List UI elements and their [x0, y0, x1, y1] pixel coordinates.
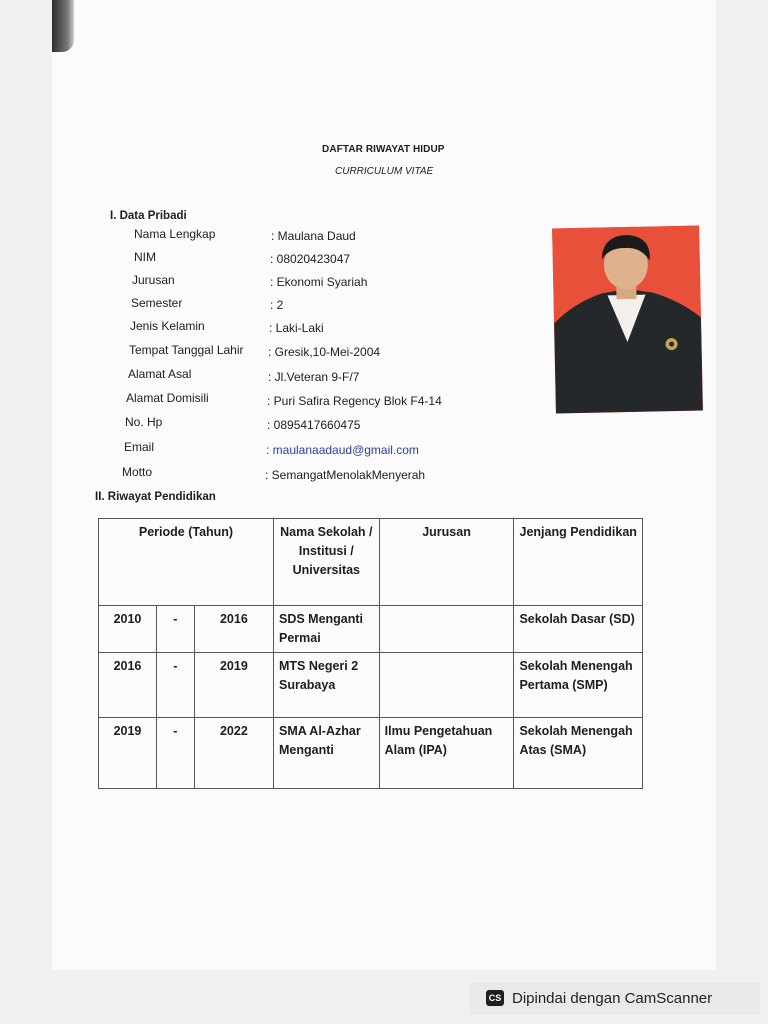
- value-gender: : Laki-Laki: [269, 321, 324, 335]
- label-origin-address: Alamat Asal: [128, 367, 192, 381]
- row-major: Ilmu Pengetahuan Alam (IPA): [379, 718, 514, 789]
- value-major: : Ekonomi Syariah: [270, 275, 368, 289]
- value-motto: : SemangatMenolakMenyerah: [265, 468, 426, 482]
- row-school: SDS Menganti Permai: [273, 606, 379, 653]
- label-motto: Motto: [122, 465, 153, 479]
- table-row: [99, 653, 643, 718]
- header-period: Periode (Tahun): [99, 519, 274, 606]
- row-level: Sekolah Menengah Pertama (SMP): [514, 653, 643, 718]
- value-birth-place-date: : Gresik,10-Mei-2004: [268, 345, 381, 359]
- value-domicile-address: : Puri Safira Regency Blok F4-14: [267, 394, 442, 408]
- row-start-year: 2016: [99, 653, 157, 718]
- table-row: [99, 718, 643, 789]
- row-major: [379, 606, 514, 653]
- label-semester: Semester: [131, 296, 183, 310]
- section-education-heading: II. Riwayat Pendidikan: [95, 491, 216, 503]
- label-domicile-address: Alamat Domisili: [126, 391, 209, 405]
- label-birth-place-date: Tempat Tanggal Lahir: [129, 343, 244, 357]
- profile-photo: [552, 225, 703, 413]
- row-end-year: 2022: [194, 718, 273, 789]
- value-nim: : 08020423047: [270, 252, 351, 266]
- row-major: [379, 653, 514, 718]
- label-nim: NIM: [134, 250, 156, 264]
- header-level: Jenjang Pendidikan: [514, 519, 643, 606]
- document-title: DAFTAR RIWAYAT HIDUP: [322, 144, 445, 155]
- section-personal-data-heading: I. Data Pribadi: [110, 210, 187, 222]
- row-dash: -: [156, 606, 194, 653]
- value-phone: : 0895417660475: [267, 418, 361, 432]
- value-full-name: : Maulana Daud: [271, 229, 356, 243]
- label-major: Jurusan: [132, 273, 175, 287]
- row-start-year: 2019: [99, 718, 157, 789]
- row-level: Sekolah Dasar (SD): [514, 606, 643, 653]
- value-origin-address: : Jl.Veteran 9-F/7: [268, 370, 360, 384]
- document-subtitle: CURRICULUM VITAE: [335, 166, 434, 177]
- row-dash: -: [156, 653, 194, 718]
- row-level: Sekolah Menengah Atas (SMA): [514, 718, 643, 789]
- label-gender: Jenis Kelamin: [130, 319, 205, 333]
- education-table: [98, 518, 643, 789]
- camscanner-label: Dipindai dengan CamScanner: [512, 989, 713, 1007]
- header-school: Nama Sekolah / Institusi / Universitas: [273, 519, 379, 606]
- label-phone: No. Hp: [125, 415, 163, 429]
- scan-edge-shadow: [52, 0, 74, 52]
- row-end-year: 2016: [194, 606, 273, 653]
- table-row: [99, 606, 643, 653]
- label-full-name: Nama Lengkap: [134, 227, 216, 241]
- value-email-link[interactable]: : maulanaadaud@gmail.com: [266, 443, 419, 457]
- label-email: Email: [124, 440, 155, 454]
- camscanner-watermark: [470, 982, 760, 1014]
- row-school: SMA Al-Azhar Menganti: [273, 718, 379, 789]
- row-end-year: 2019: [194, 653, 273, 718]
- value-semester: : 2: [270, 298, 284, 312]
- row-dash: -: [156, 718, 194, 789]
- row-start-year: 2010: [99, 606, 157, 653]
- row-school: MTS Negeri 2 Surabaya: [273, 653, 379, 718]
- education-table-header-row: [99, 519, 643, 606]
- header-major: Jurusan: [379, 519, 514, 606]
- camscanner-icon: CS: [486, 990, 504, 1006]
